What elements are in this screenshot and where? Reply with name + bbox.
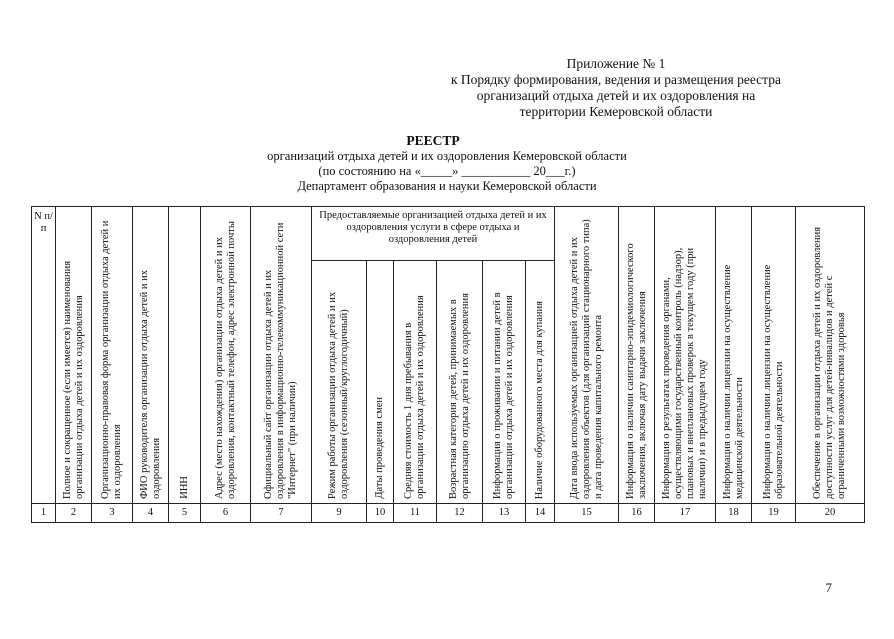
registry-title-block [0, 132, 894, 194]
registry-title: РЕЕСТР [406, 133, 460, 148]
header-col-16 [619, 207, 655, 504]
col-number: 5 [169, 504, 201, 523]
col-number: 4 [133, 504, 169, 523]
header-col-18-text: Информация о наличии лицензии на осуществление медицинской деятельности [721, 264, 745, 499]
header-col-n: N п/п [32, 207, 56, 504]
header-col-4-text: ФИО руководителя организации отдыха детей и их оздоровления [138, 270, 162, 499]
appendix-line-4: территории Кемеровской области [519, 104, 713, 119]
header-col-13-text: Информация о проживании и питании детей в организации отдыха детей и их оздоровления [492, 292, 515, 499]
header-col-18 [716, 207, 752, 504]
registry-table [31, 206, 865, 523]
col-number: 1 [32, 504, 56, 523]
col-number: 2 [56, 504, 92, 523]
header-col-20 [796, 207, 865, 504]
col-number: 12 [437, 504, 483, 523]
header-col-17-text: Информация о результатах проведения органами, осуществляющими государственный контроль (надзор), плановых и внеплановых проверок в текущем году (при наличии) и в предыдущем году [661, 247, 708, 499]
registry-subtitle: организаций отдыха детей и их оздоровления Кемеровской области [267, 149, 627, 163]
header-col-15-text: Дата ввода используемых организацией отдыха детей и их оздоровления объектов (для организаций стационарного типа) и дата проведения капитального ремонта [568, 219, 604, 499]
col-number: 11 [394, 504, 437, 523]
col-number: 20 [796, 504, 865, 523]
header-col-12 [437, 261, 483, 504]
col-number: 13 [483, 504, 526, 523]
page-number: 7 [825, 580, 832, 595]
col-number: 19 [752, 504, 796, 523]
header-col-14-text: Наличие оборудованного места для купания [534, 300, 545, 499]
header-col-5-text: ИНН [178, 476, 190, 499]
header-col-13 [483, 261, 526, 504]
appendix-line-3: организаций отдыха детей и их оздоровления на [476, 88, 756, 103]
header-col-5 [169, 207, 201, 504]
header-col-6 [201, 207, 251, 504]
column-number-row [32, 504, 865, 523]
header-col-12-text: Возрастная категория детей, принимаемых в организацию отдыха детей и их оздоровления [447, 293, 471, 499]
header-col-17 [655, 207, 716, 504]
header-col-6-text: Адрес (место нахождения) организации отдыха детей и их оздоровления, контактный телефон, адрес электронной почты [213, 221, 237, 499]
col-number: 17 [655, 504, 716, 523]
col-number: 18 [716, 504, 752, 523]
registry-date-line: (по состоянию на «_____» ___________ 20___г.) [318, 164, 576, 178]
header-col-11 [394, 261, 437, 504]
col-number: 16 [619, 504, 655, 523]
appendix-header [406, 56, 826, 120]
header-col-15 [555, 207, 619, 504]
col-number: 10 [367, 504, 394, 523]
header-col-11-text: Средняя стоимость 1 дня пребывания в организации отдыха детей и их оздоровления [403, 295, 426, 499]
header-row [32, 207, 865, 261]
col-number: 15 [555, 504, 619, 523]
col-number: 14 [526, 504, 555, 523]
header-col-3 [92, 207, 133, 504]
header-col-9 [312, 261, 367, 504]
registry-department: Департамент образования и науки Кемеровской области [297, 179, 597, 193]
col-number: 9 [312, 504, 367, 523]
header-col-16-text: Информация о наличии санитарно-эпидемиологического заключения, включая дату выдачи заключения [624, 243, 648, 499]
header-col-19 [752, 207, 796, 504]
header-col-7-text: Официальный сайт организации отдыха детей и их оздоровления в информационно-телекоммуникационной сети "Интернет" (при наличии) [263, 222, 298, 499]
col-number: 3 [92, 504, 133, 523]
header-col-2 [56, 207, 92, 504]
header-services-group: Предоставляемые организацией отдыха детей и их оздоровления услуги в сфере отдыха и оздоровления детей [312, 207, 555, 261]
header-col-4 [133, 207, 169, 504]
appendix-line-1: Приложение № 1 [566, 56, 666, 71]
header-col-2-text: Полное и сокращенное (если имеется) наименования организации отдыха детей и их оздоровления [61, 260, 85, 499]
header-col-7 [251, 207, 312, 504]
header-col-19-text: Информация о наличии лицензии на осуществление образовательной деятельности [761, 264, 785, 499]
appendix-line-2: к Порядку формирования, ведения и размещения реестра [451, 72, 781, 87]
header-col-14 [526, 261, 555, 504]
header-col-20-text: Обеспечение в организации отдыха детей и их оздоровления доступности услуг для детей-инвалидов и детей с ограниченными возможностями здоровья [812, 226, 847, 499]
header-col-9-text: Режим работы организации отдыха детей и их оздоровления (сезонный/круглогодичный) [327, 291, 350, 499]
header-col-10 [367, 261, 394, 504]
col-number: 7 [251, 504, 312, 523]
col-number: 6 [201, 504, 251, 523]
header-col-3-text: Организационно-правовая форма организации отдыха детей и их оздоровления [100, 220, 123, 499]
header-col-10-text: Даты проведения смен [374, 397, 385, 499]
